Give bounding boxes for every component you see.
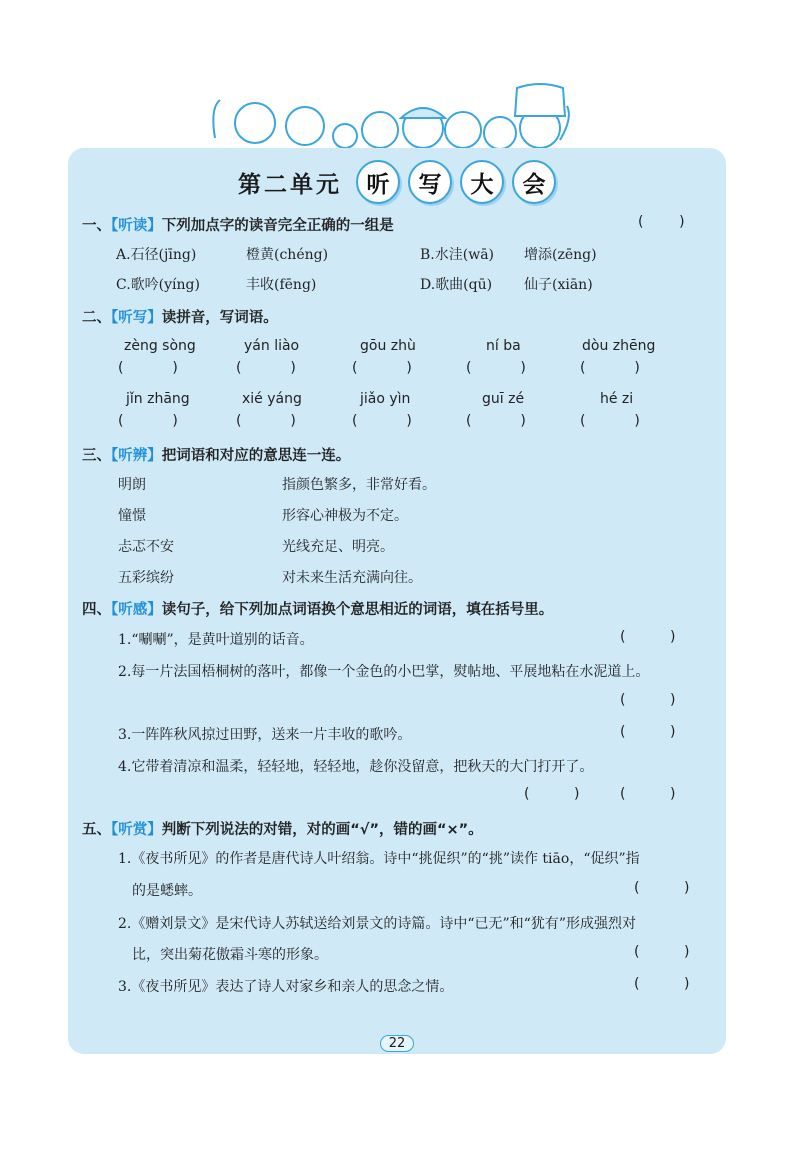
q1-option-a-word2: 橙黄(chéng): [246, 247, 329, 263]
q2-blank[interactable]: ( ): [580, 413, 640, 429]
q3-word[interactable]: 忐忑不安: [118, 539, 174, 555]
q1-option-c: C.歌吟(yíng): [116, 277, 200, 293]
q1-option-d: D.歌曲(qū): [420, 277, 493, 293]
title-bubble: 写: [408, 160, 452, 204]
q2-pinyin: ní ba: [486, 338, 521, 354]
q1-answer-paren[interactable]: ( ): [638, 214, 685, 230]
q4-answer-paren[interactable]: ( ): [620, 629, 676, 645]
q5-item-line: 1.《夜书所见》的作者是唐代诗人叶绍翁。诗中“挑促织”的“挑”读作 tiāo，“促织”指: [118, 851, 640, 867]
q2-blank[interactable]: ( ): [466, 413, 526, 429]
q1-option-d-word2: 仙子(xiān): [524, 277, 593, 293]
worksheet-card: [68, 148, 726, 1054]
q4-answer-paren[interactable]: ( ): [620, 724, 676, 740]
unit-title: [68, 158, 726, 206]
q1-option-c-word2: 丰收(fēng): [246, 277, 317, 293]
q5-item-line: 3.《夜书所见》表达了诗人对家乡和亲人的思念之情。: [118, 979, 454, 995]
q2-pinyin: zèng sòng: [124, 338, 196, 354]
title-bubble: 听: [356, 160, 400, 204]
q4-item: 1.“唰唰”，是黄叶道别的话音。: [118, 632, 314, 648]
q1-option-b-word2: 增添(zēng): [524, 247, 597, 263]
q2-pinyin: jǐn zhāng: [126, 391, 190, 407]
q2-pinyin: yán liào: [244, 338, 300, 354]
q2-blank[interactable]: ( ): [352, 413, 412, 429]
q5-answer-paren[interactable]: ( ): [634, 976, 690, 992]
q2-blank[interactable]: ( ): [352, 360, 412, 376]
unit-title-plain: 第二单元: [238, 171, 342, 198]
q2-pinyin: hé zi: [600, 391, 634, 407]
title-bubble: 会: [512, 160, 556, 204]
q3-meaning[interactable]: 形容心神极为不定。: [282, 508, 408, 524]
q4-answer-paren[interactable]: ( ): [620, 786, 676, 802]
q2-heading: 二、【听写】读拼音，写词语。: [82, 310, 278, 326]
title-bubble: 大: [460, 160, 504, 204]
q2-blank[interactable]: ( ): [466, 360, 526, 376]
page-number: [368, 1032, 426, 1054]
q4-item: 2.每一片法国梧桐树的落叶，都像一个金色的小巴掌，熨帖地、平展地粘在水泥道上。: [118, 664, 650, 680]
q5-item-line: 2.《赠刘景文》是宋代诗人苏轼送给刘景文的诗篇。诗中“已无”和“犹有”形成强烈对: [118, 916, 636, 932]
kids-illustration: [205, 78, 575, 156]
q3-word[interactable]: 憧憬: [118, 508, 146, 524]
q2-pinyin: guī zé: [482, 391, 525, 407]
q2-blank[interactable]: ( ): [118, 360, 178, 376]
q4-item: 3.一阵阵秋风掠过田野，送来一片丰收的歌吟。: [118, 727, 412, 743]
q3-meaning[interactable]: 指颜色繁多，非常好看。: [282, 477, 436, 493]
q1-option-b: B.水洼(wā): [420, 247, 495, 263]
q4-heading: 四、【听感】读句子，给下列加点词语换个意思相近的词语，填在括号里。: [82, 602, 554, 618]
q3-meaning[interactable]: 光线充足、明亮。: [282, 539, 394, 555]
q5-answer-paren[interactable]: ( ): [634, 880, 690, 896]
q4-answer-paren[interactable]: ( ): [620, 692, 676, 708]
q5-item-line: 的是蟋蟀。: [132, 883, 202, 899]
q2-pinyin: dòu zhēng: [582, 338, 656, 354]
q2-pinyin: jiǎo yìn: [360, 391, 411, 407]
q2-blank[interactable]: ( ): [236, 360, 296, 376]
q3-meaning[interactable]: 对未来生活充满向往。: [282, 570, 422, 586]
page-number-label: 22: [380, 1035, 415, 1052]
q2-pinyin: xié yáng: [242, 391, 302, 407]
q4-item: 4.它带着清凉和温柔，轻轻地，轻轻地，趁你没留意，把秋天的大门打开了。: [118, 759, 594, 775]
q2-blank[interactable]: ( ): [236, 413, 296, 429]
q5-answer-paren[interactable]: ( ): [634, 944, 690, 960]
q1-heading: 一、【听读】下列加点字的读音完全正确的一组是: [82, 218, 394, 234]
q2-pinyin: gōu zhù: [360, 338, 416, 354]
q2-blank[interactable]: ( ): [580, 360, 640, 376]
q4-answer-paren[interactable]: ( ): [524, 786, 580, 802]
q3-word[interactable]: 明朗: [118, 477, 146, 493]
q3-heading: 三、【听辨】把词语和对应的意思连一连。: [82, 448, 351, 464]
q5-heading: 五、【听赏】判断下列说法的对错，对的画“√”，错的画“×”。: [82, 822, 483, 838]
q2-blank[interactable]: ( ): [118, 413, 178, 429]
q1-option-a: A.石径(jīng): [116, 247, 197, 263]
q5-item-line: 比，突出菊花傲霜斗寒的形象。: [132, 947, 328, 963]
q3-word[interactable]: 五彩缤纷: [118, 570, 174, 586]
